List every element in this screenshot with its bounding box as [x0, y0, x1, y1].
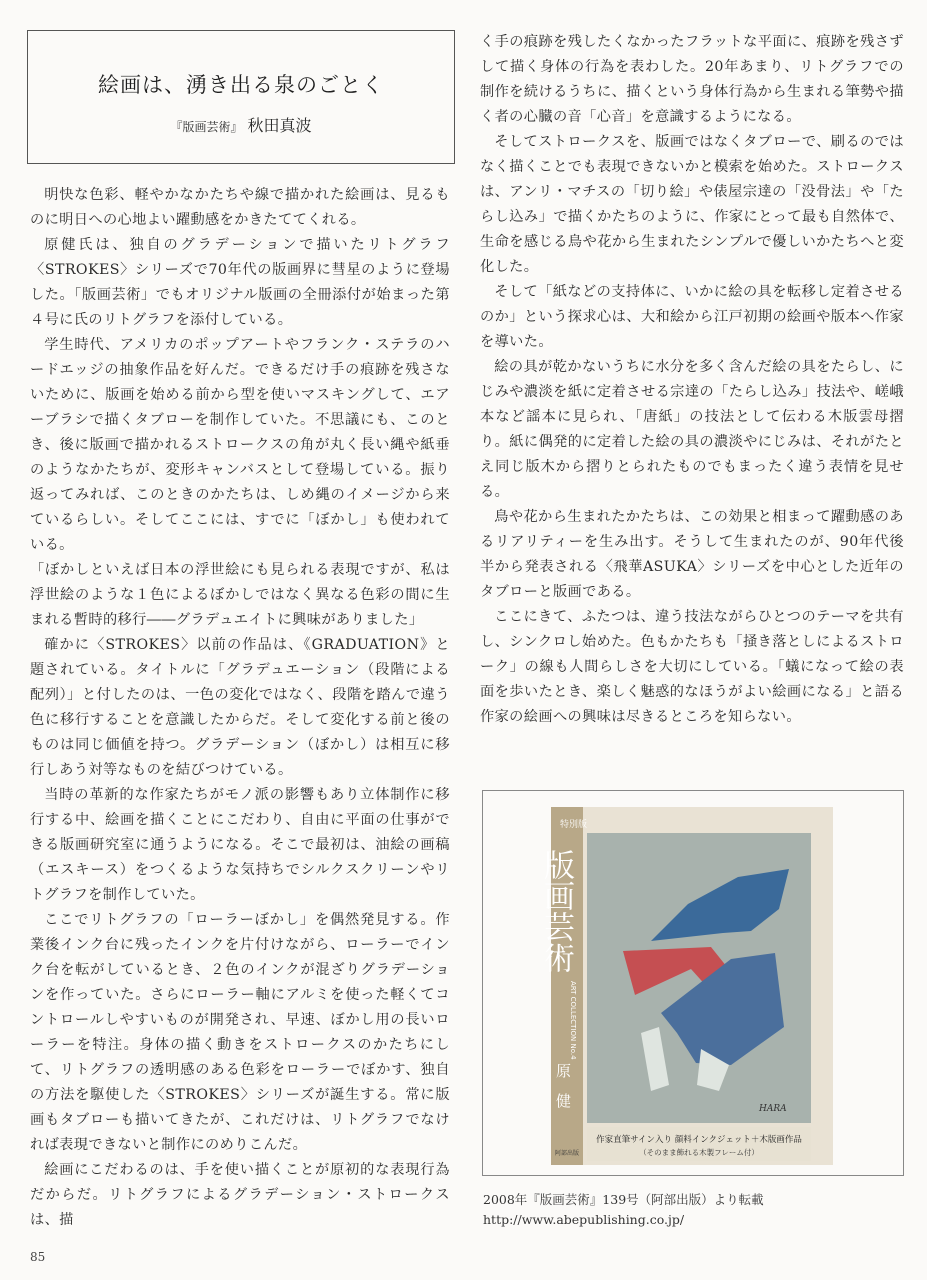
right-text-column — [480, 30, 904, 730]
magazine-label-top: 特別版 — [560, 820, 588, 830]
paragraph: ここにきて、ふたつは、違う技法ながらひとつのテーマを共有し、シンクロし始めた。色もかたちも「掻き落としによるストローク」の線も人間らしさを大切にしている。「蟻になって絵の表面を歩いたとき、楽しく魅惑的なほうがよい絵画になる」と語る作家の絵画への興味は尽きるところを知らない。 — [480, 609, 904, 725]
publisher-mark: 阿部出版 — [555, 1150, 580, 1157]
title-box — [27, 30, 455, 164]
caption-url[interactable]: http://www.abepublishing.co.jp/ — [483, 1212, 685, 1227]
collection-label: ART COLLECTION No.4 — [569, 981, 577, 1060]
author-name: 秋田真波 — [247, 116, 312, 135]
paragraph: 絵の具が乾かないうちに水分を多く含んだ絵の具をたらし、にじみや濃淡を紙に定着させる宗達の「たらし込み」技法や、嵯峨本など謡本に見られ、「唐紙」の技法として伝わる木版雲母摺り。紙に偶発的に定着した絵の具の濃淡やにじみは、それがたとえ同じ版木から摺りとられたものでもまったく違う表情を見せる。 — [480, 359, 904, 500]
paragraph: 明快な色彩、軽やかなかたちや線で描かれた絵画は、見るものに明日への心地よい躍動感をかきたててくれる。 — [30, 187, 450, 228]
quote-paragraph: 「ぼかしといえば日本の浮世絵にも見られる表現ですが、私は浮世絵のような１色によるぼかしではなく異なる色彩の間に生まれる暫時的移行――グラデュエイトに興味がありました」 — [30, 562, 450, 628]
magazine-cover-image — [483, 791, 903, 1175]
magazine-title: 版画芸術 — [538, 849, 574, 973]
paragraph: そして「紙などの支持体に、いかに絵の具を転移し定着させるのか」という探求心は、大和絵から江戸初期の絵画や版本へ作家を導いた。 — [480, 284, 904, 350]
source-publication: 『版画芸術』 — [170, 120, 243, 134]
paragraph: 鳥や花から生まれたかたちは、この効果と相まって躍動感のあるリアリティーを生み出す。そうして生まれたのが、90年代後半から発表される〈飛華ASUKA〉シリーズを中心とした近年のタブローと版画である。 — [480, 509, 904, 600]
article-title: 絵画は、湧き出る泉のごとく — [98, 73, 384, 97]
caption-line: 2008年『版画芸術』139号（阿部出版）より転載 — [483, 1192, 764, 1207]
paragraph: 学生時代、アメリカのポップアートやフランク・ステラのハードエッジの抽象作品を好んだ。できるだけ手の痕跡を残さないために、版画を始める前から型を使いマスキングして、エアーブラシで描くタブローを制作していた。不思議にも、このとき、後に版画で描かれるストロークスの角が丸く長い縄や紙垂のようなかたちが、変形キャンバスとして登場している。振り返ってみれば、このときのかたちは、しめ縄のイメージから来ているらしい。そしてここには、すでに「ぼかし」も使われている。 — [30, 337, 450, 553]
paragraph: ここでリトグラフの「ローラーぼかし」を偶然発見する。作業後インク台に残ったインクを片付けながら、ローラーでインク台を転がしているとき、２色のインクが混ざりグラデーションを作っていた。さらにローラー軸にアルミを使った軽くてコントロールしやすいものが開発され、早速、ぼかし用の長いローラーを特注。身体の描く動きをストロークスのかたちにして、リトグラフの透明感のある色彩をローラーでぼかす、独自の方法を駆使した〈STROKES〉シリーズが誕生する。常に版画もタブローも描いてきたが、これだけは、リトグラフでなければ表現できないと制作にのめりこんだ。 — [30, 912, 450, 1153]
byline — [28, 113, 454, 136]
page-number: 85 — [30, 1250, 46, 1264]
banner-line-2: （そのまま飾れる木製フレーム付） — [639, 1148, 759, 1157]
paragraph: 当時の革新的な作家たちがモノ派の影響もあり立体制作に移行する中、絵画を描くことにこだわり、自由に平面の仕事ができる版画研究室に通うようになる。そこで最初は、油絵の画稿（エスキース）をつくるような気持ちでシルクスクリーンやリトグラフを制作していた。 — [30, 787, 450, 903]
banner-line-1: 作家直筆サイン入り 顔料インクジェット＋木版画作品 — [596, 1135, 802, 1145]
figure-caption — [483, 1190, 764, 1230]
figure-frame — [482, 790, 904, 1176]
artist-name: 原 健 — [554, 1063, 572, 1108]
paragraph: 絵画にこだわるのは、手を使い描くことが原初的な表現行為だからだ。リトグラフによるグラデーション・ストロークスは、描 — [30, 1162, 450, 1228]
left-text-column — [30, 183, 450, 1233]
paragraph: 原健氏は、独自のグラデーションで描いたリトグラフ〈STROKES〉シリーズで70年代の版画界に彗星のように登場した。「版画芸術」でもオリジナル版画の全冊添付が始まった第４号に氏のリトグラフを添付している。 — [30, 237, 450, 328]
paragraph: く手の痕跡を残したくなかったフラットな平面に、痕跡を残さずして描く身体の行為を表わした。20年あまり、リトグラフでの制作を続けるうちに、描くという身体行為から生まれる筆勢や描く者の心臓の音「心音」を意識するようになる。 — [480, 34, 904, 125]
paragraph: 確かに〈STROKES〉以前の作品は、《GRADUATION》と題されている。タイトルに「グラデュエーション（段階による配列）」と付したのは、一色の変化ではなく、段階を踏んで違う色に移行することを意識したからだ。そして変化する前と後のものは同じ価値を持つ。グラデーション（ぼかし）は相互に移行しあう対等なものを結びつけている。 — [30, 637, 450, 778]
artwork-signature: HARA — [759, 1104, 787, 1114]
paragraph: そしてストロークスを、版画ではなくタブローで、刷るのではなく描くことでも表現できないかと模索を始めた。ストロークスは、アンリ・マチスの「切り絵」や俵屋宗達の「没骨法」や「たらし込み」で描くかたちのように、作家にとって最も自然体で、生命を感じる鳥や花から生まれたシンプルで優しいかたちへと変化した。 — [480, 134, 904, 275]
